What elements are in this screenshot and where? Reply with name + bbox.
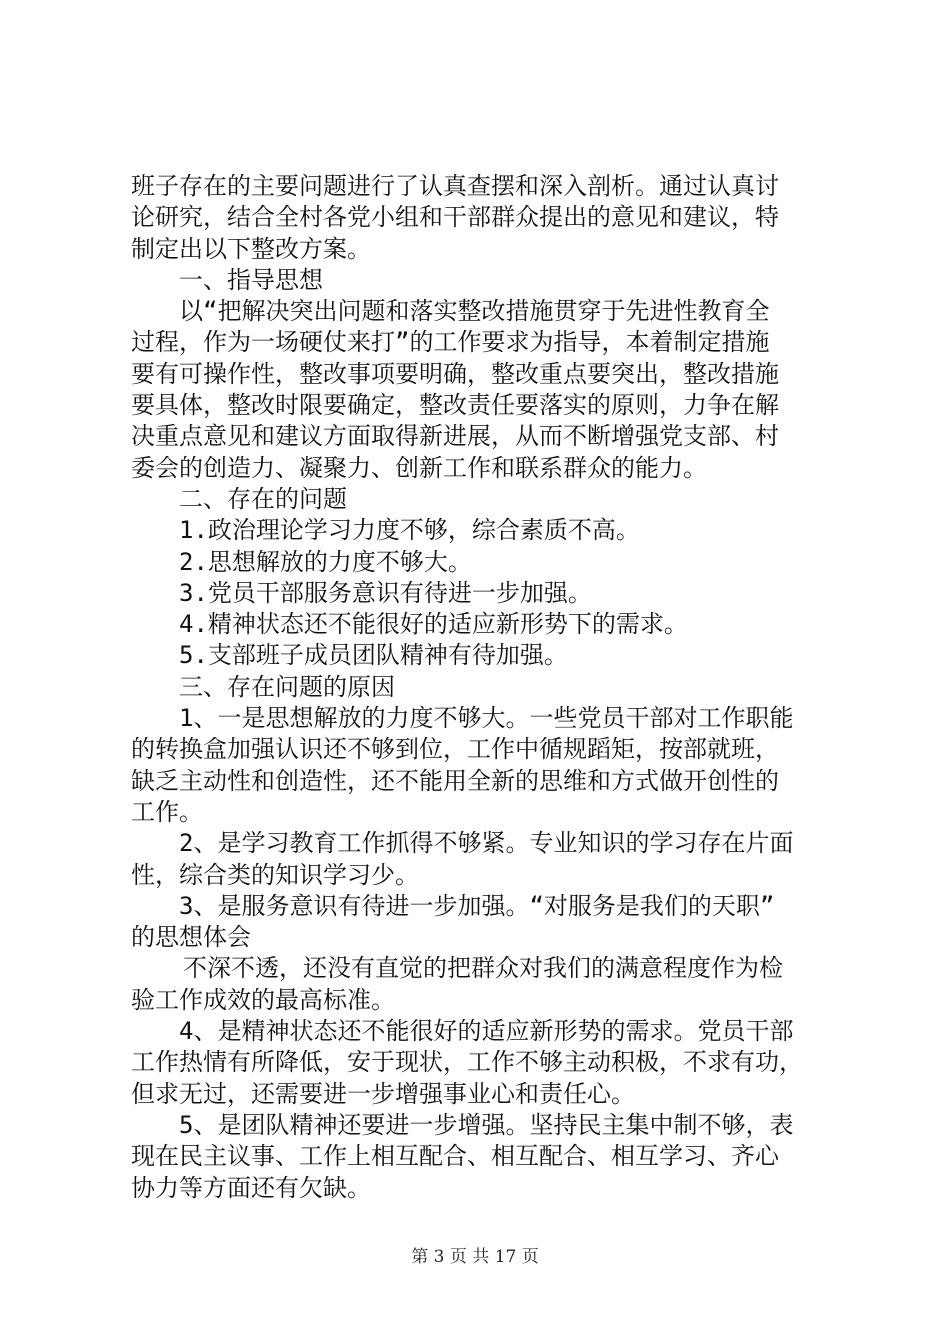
text-line: 2、是学习教育工作抓得不够紧。专业知识的学习存在片面	[179, 829, 794, 858]
text-line: 班子存在的主要问题进行了认真查摆和深入剖析。通过认真讨	[131, 172, 779, 200]
text-line: 4、是精神状态还不能很好的适应新形势的需求。党员干部	[179, 1017, 794, 1046]
text-line: 的思想体会	[131, 923, 251, 952]
list-item: 1.政治理论学习力度不够，综合素质不高。	[179, 516, 640, 545]
text-line: 的转换盒加强认识还不够到位，工作中循规蹈矩，按部就班，	[131, 735, 779, 764]
text-line: 过程，作为一场硬仗来打”的工作要求为指导，本着制定措施	[131, 328, 770, 357]
text-line: 缺乏主动性和创造性，还不能用全新的思维和方式做开创性的	[131, 766, 779, 795]
text-line: 协力等方面还有欠缺。	[131, 1173, 371, 1202]
section-heading: 一、指导思想	[179, 265, 323, 294]
text-line: 要有可操作性，整改事项要明确，整改重点要突出，整改措施	[131, 359, 779, 388]
text-line: 性，综合类的知识学习少。	[131, 860, 419, 889]
text-line: 制定出以下整改方案。	[131, 234, 371, 263]
text-line: 验工作成效的最高标准。	[131, 985, 395, 1014]
text-line: 以“把解决突出问题和落实整改措施贯穿于先进性教育全	[179, 297, 770, 326]
list-item: 2.思想解放的力度不够大。	[179, 547, 472, 576]
text-line: 1、一是思想解放的力度不够大。一些党员干部对工作职能	[179, 704, 794, 733]
text-line: 工作。	[131, 797, 203, 826]
text-line: 要具体，整改时限要确定，整改责任要落实的原则，力争在解	[131, 391, 779, 420]
text-line: 但求无过，还需要进一步增强事业心和责任心。	[131, 1079, 635, 1108]
list-item: 5.支部班子成员团队精神有待加强。	[179, 641, 568, 670]
list-item: 4.精神状态还不能很好的适应新形势下的需求。	[179, 610, 688, 639]
section-heading: 二、存在的问题	[179, 484, 347, 513]
text-line: 决重点意见和建议方面取得新进展，从而不断增强党支部、村	[131, 422, 779, 451]
text-line: 委会的创造力、凝聚力、创新工作和联系群众的能力。	[131, 453, 707, 482]
list-item: 3.党员干部服务意识有待进一步加强。	[179, 578, 592, 607]
text-line: 论研究，结合全村各党小组和干部群众提出的意见和建议，特	[131, 203, 779, 232]
document-body	[131, 171, 831, 1204]
text-line: 不深不透，还没有直觉的把群众对我们的满意程度作为检	[183, 954, 783, 983]
page-number-footer: 第 3 页 共 17 页	[411, 1247, 539, 1267]
text-line: 5、是团队精神还要进一步增强。坚持民主集中制不够，表	[179, 1110, 794, 1139]
text-line: 工作热情有所降低，安于现状，工作不够主动积极，不求有功，	[131, 1048, 803, 1077]
section-heading: 三、存在问题的原因	[179, 672, 395, 701]
text-line: 3、是服务意识有待进一步加强。“对服务是我们的天职”	[179, 891, 775, 920]
text-line: 现在民主议事、工作上相互配合、相互配合、相互学习、齐心	[131, 1142, 779, 1171]
